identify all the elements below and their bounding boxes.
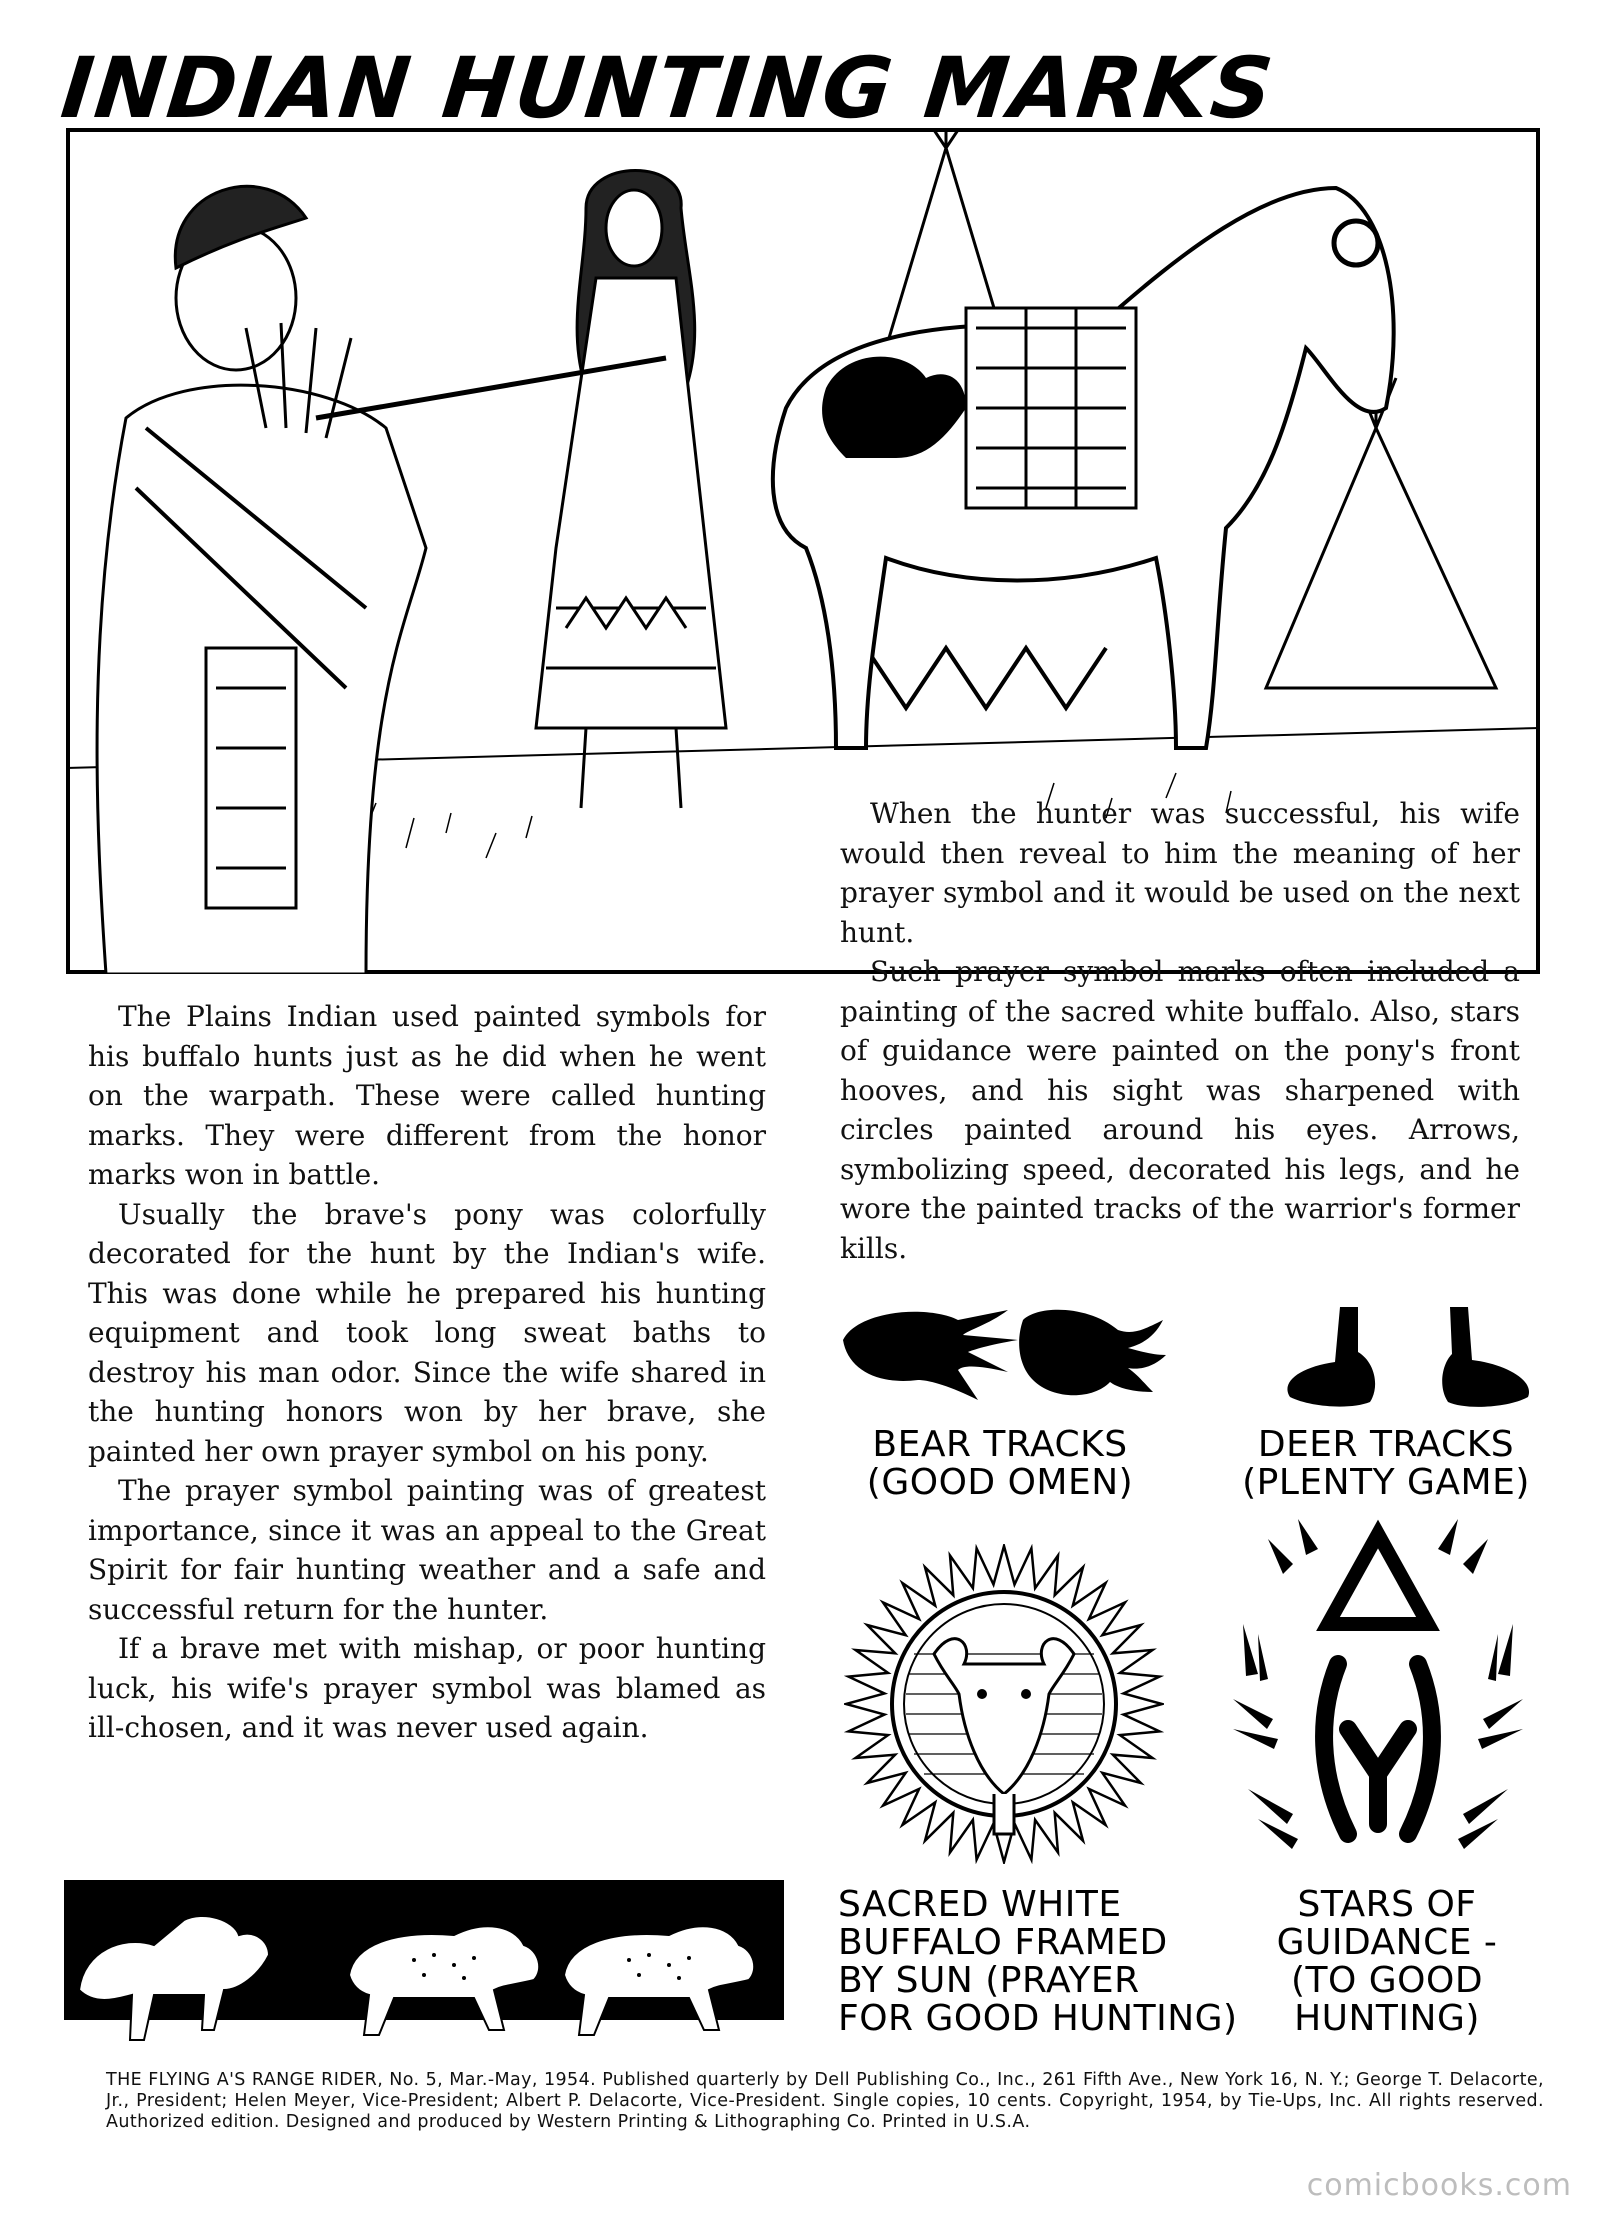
paragraph: If a brave met with mishap, or poor hunting luck, his wife's prayer symbol was blamed as ill-chosen, and it was never used again. — [88, 1632, 766, 1744]
text-column-left — [88, 997, 766, 1748]
stars-of-guidance-symbol — [1228, 1514, 1528, 1864]
sacred-buffalo-sun-symbol — [844, 1544, 1164, 1864]
bear-tracks-symbol — [838, 1300, 1168, 1410]
watermark: comicbooks.com — [1306, 2168, 1572, 2203]
paragraph: The prayer symbol painting was of greatest importance, since it was an appeal to the Great Spirit for fair hunting weather and a safe and successful return for the hunter. — [88, 1474, 766, 1626]
paragraph: The Plains Indian used painted symbols for his buffalo hunts just as he did when he went on the warpath. These were called hunting marks. They were different from the honor marks won in battle. — [88, 1000, 766, 1191]
text-column-right — [840, 794, 1520, 1268]
stars-of-guidance-label: STARS OF GUIDANCE - (TO GOOD HUNTING) — [1276, 1884, 1498, 2039]
deer-tracks-label: DEER TRACKS (PLENTY GAME) — [1242, 1424, 1530, 1503]
paragraph: Such prayer symbol marks often included a painting of the sacred white buffalo. Also, stars of guidance were painted on the pony's front hooves, and his sight was sharpened with circles painted around his eyes. Arrows, symbolizing speed, decorated his legs, and he wore the painted tracks of the warrior's former kills. — [840, 955, 1520, 1265]
sacred-buffalo-label: SACRED WHITE BUFFALO FRAMED BY SUN (PRAYER FOR GOOD HUNTING) — [838, 1884, 1238, 2039]
bear-tracks-label: BEAR TRACKS (GOOD OMEN) — [866, 1424, 1134, 1503]
paragraph: When the hunter was successful, his wife would then reveal to him the meaning of her prayer symbol and it would be used on the next hunt. — [840, 797, 1520, 949]
buffalo-hunt-frieze — [64, 1880, 784, 2050]
publication-credits: THE FLYING A'S RANGE RIDER, No. 5, Mar.-May, 1954. Published quarterly by Dell Publishing Co., Inc., 261 Fifth Ave., New York 16, N. Y.; George T. Delacorte, Jr., President; Helen Meyer, Vice-President; Albert P. Delacorte, Vice-President. Single copies, 10 cents. Copyright, 1954, by Tie-Ups, Inc. All rights reserved. Authorized edition. Designed and produced by Western Printing & Lithographing Co. Printed in U.S.A. — [106, 2070, 1544, 2132]
deer-tracks-symbol — [1280, 1302, 1540, 1412]
paragraph: Usually the brave's pony was colorfully decorated for the hunt by the Indian's wife. This was done while he prepared his hunting equipment and took long sweat baths to destroy his man odor. Since the wife shared in the hunting honors won by her brave, she painted her own prayer symbol on his pony. — [88, 1197, 766, 1468]
page-title: INDIAN HUNTING MARKS — [56, 39, 1279, 137]
